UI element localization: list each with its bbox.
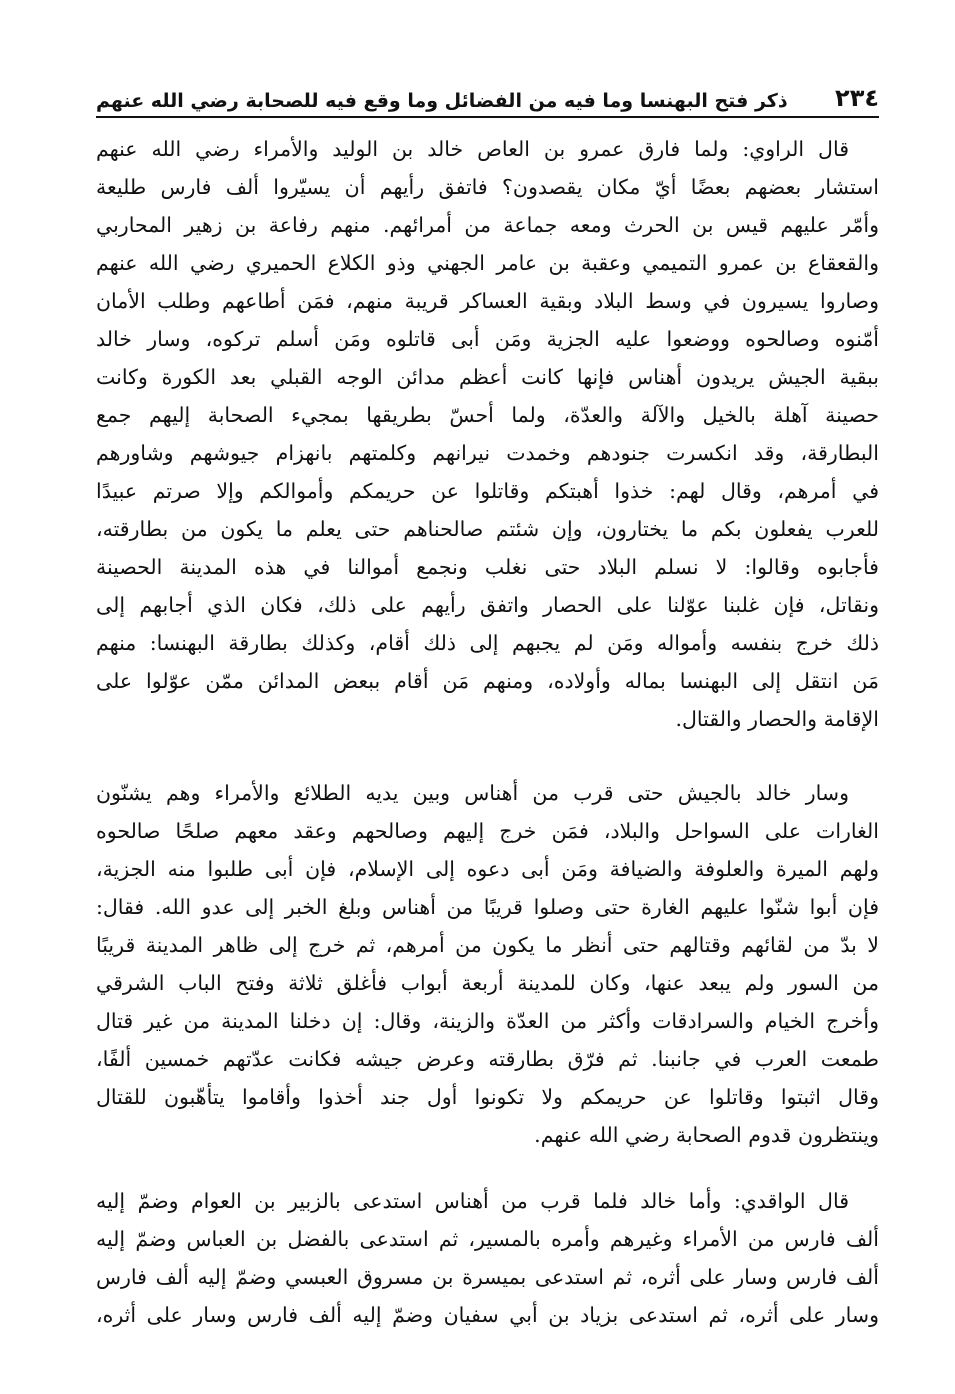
text-line: ألف فارس من الأمراء وغيرهم وأمره بالمسير، ثم استدعى بالفضل بن العباس وضمّ إليه xyxy=(96,1227,879,1251)
text-line: وسار خالد بالجيش حتى قرب من أهناس وبين يديه الطلائع والأمراء وهم يشنّون xyxy=(96,781,849,805)
text-line: طمعت العرب في جانبنا. ثم فرّق بطارقته وعرض جيشه فكانت عدّتهم خمسين ألفًا، xyxy=(96,1047,879,1071)
text-line: وأمّر عليهم قيس بن الحرث ومعه جماعة من أمرائهم. منهم رفاعة بن زهير المحاربي xyxy=(96,213,879,237)
text-line: حصينة آهلة بالخيل والآلة والعدّة، ولما أحسّ بطريقها بمجيء الصحابة إليهم جمع xyxy=(96,403,879,427)
text-line: ولهم الميرة والعلوفة والضيافة ومَن أبى دعوه إلى الإسلام، فإن أبى طلبوا منه الجزية، xyxy=(96,857,879,881)
text-line: في أمرهم، وقال لهم: خذوا أهبتكم وقاتلوا عن حريمكم وأموالكم وإلا صرتم عبيدًا xyxy=(96,479,879,503)
text-line: من السور ولم يبعد عنها، وكان للمدينة أربعة أبواب فأغلق ثلاثة وفتح الباب الشرقي xyxy=(96,971,879,995)
paragraph-3 xyxy=(96,1182,879,1334)
text-line: لا بدّ من لقائهم وقتالهم حتى أنظر ما يكون من أمرهم، ثم خرج إلى ظاهر المدينة قريبًا xyxy=(96,933,879,957)
page-number: ٢٣٤ xyxy=(835,84,879,112)
page-header xyxy=(96,70,879,118)
text-line: وينتظرون قدوم الصحابة رضي الله عنهم. xyxy=(534,1123,879,1147)
running-title: ذكر فتح البهنسا وما فيه من الفضائل وما وقع فيه للصحابة رضي الله عنهم xyxy=(96,90,788,112)
text-line: الإقامة والحصار والقتال. xyxy=(675,707,879,731)
text-line: فأجابوه وقالوا: لا نسلم البلاد حتى نغلب ونجمع أموالنا في هذه المدينة الحصينة xyxy=(96,555,879,579)
text-line: فإن أبوا شنّوا عليهم الغارة حتى وصلوا قريبًا من أهناس وبلغ الخبر إلى عدو الله. فقال: xyxy=(96,895,879,919)
text-line: قال الواقدي: وأما خالد فلما قرب من أهناس استدعى بالزبير بن العوام وضمّ إليه xyxy=(96,1189,849,1213)
text-line: للعرب يفعلون بكم ما يختارون، وإن شئتم صالحناهم حتى يعلم ما يكون من بطارقته، xyxy=(96,517,879,541)
text-line: والقعقاع بن عمرو التميمي وعقبة بن عامر الجهني وذو الكلاع الحميري رضي الله عنهم xyxy=(96,251,879,275)
text-line: مَن انتقل إلى البهنسا بماله وأولاده، ومنهم مَن أقام ببعض المدائن ممّن عوّلوا على xyxy=(96,669,879,693)
paragraph-2 xyxy=(96,774,879,1154)
text-line: البطارقة، وقد انكسرت جنودهم وخمدت نيرانهم وكلمتهم بانهزام جيوشهم وشاورهم xyxy=(96,441,879,465)
text-line: قال الراوي: ولما فارق عمرو بن العاص خالد بن الوليد والأمراء رضي الله عنهم xyxy=(96,137,849,161)
text-line: الغارات على السواحل والبلاد، فمَن خرج إليهم وصالحهم وعقد معهم صلحًا صالحوه xyxy=(96,819,879,843)
paragraph-1 xyxy=(96,130,879,738)
text-line: وقال اثبتوا وقاتلوا عن حريمكم ولا تكونوا أول جند أخذوا وأقاموا يتأهّبون للقتال xyxy=(96,1085,879,1109)
text-line: ذلك خرج بنفسه وأمواله ومَن لم يجبهم إلى ذلك أقام، وكذلك بطارقة البهنسا: منهم xyxy=(96,631,879,655)
text-line: ببقية الجيش يريدون أهناس فإنها كانت أعظم مدائن الوجه القبلي بعد الكورة وكانت xyxy=(96,365,879,389)
text-line: استشار بعضهم بعضًا أيّ مكان يقصدون؟ فاتفق رأيهم أن يسيّروا ألف فارس طليعة xyxy=(96,175,879,199)
text-line: وسار على أثره، ثم استدعى بزياد بن أبي سفيان وضمّ إليه ألف فارس وسار على أثره، xyxy=(96,1303,879,1327)
text-line: ونقاتل، فإن غلبنا عوّلنا على الحصار واتفق رأيهم على ذلك، فكان الذي أجابهم إلى xyxy=(96,593,879,617)
text-line: ألف فارس وسار على أثره، ثم استدعى بميسرة بن مسروق العبسي وضمّ إليه ألف فارس xyxy=(96,1265,879,1289)
text-line: أمّنوه وصالحوه ووضعوا عليه الجزية ومَن أبى قاتلوه ومَن أسلم تركوه، وسار خالد xyxy=(96,327,879,351)
text-line: وأخرج الخيام والسرادقات وأكثر من العدّة والزينة، وقال: إن دخلنا المدينة من غير قتال xyxy=(96,1009,879,1033)
text-line: وصاروا يسيرون في وسط البلاد وبقية العساكر قريبة منهم، فمَن أطاعهم وطلب الأمان xyxy=(96,289,879,313)
body-text xyxy=(96,130,879,1334)
